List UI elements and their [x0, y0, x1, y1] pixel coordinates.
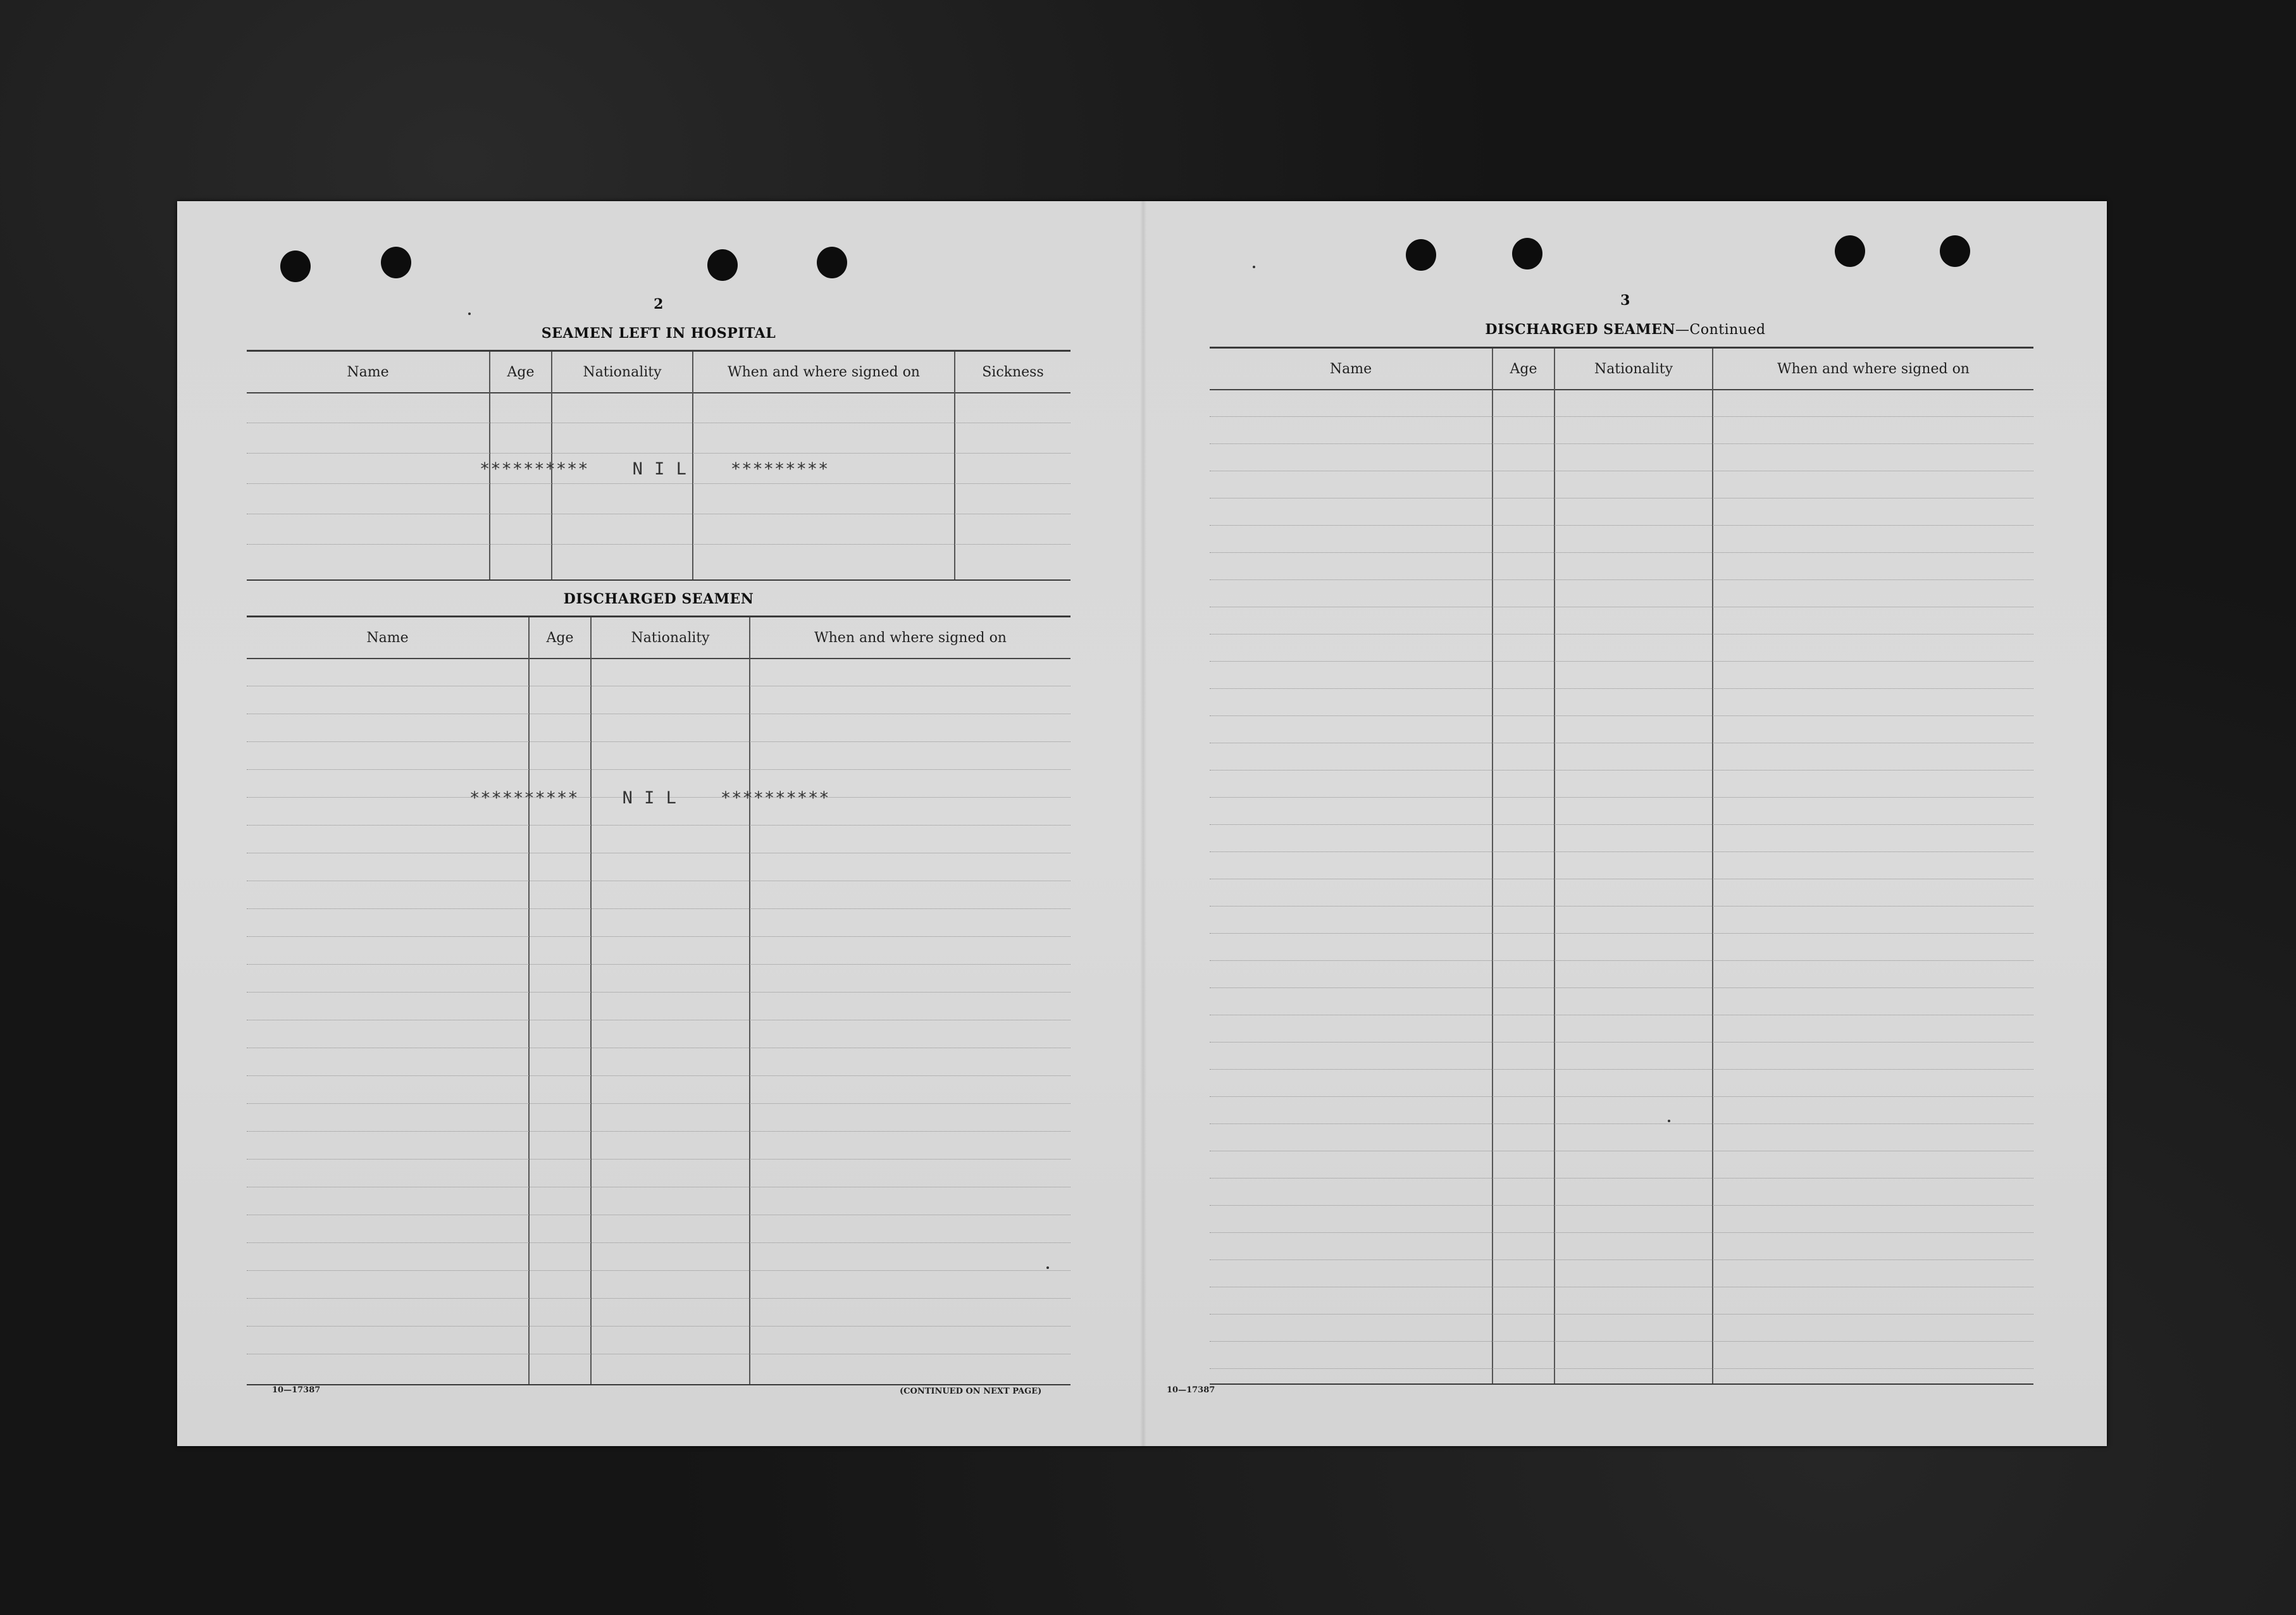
table-row — [247, 1326, 1070, 1327]
title-suffix: —Continued — [1675, 322, 1766, 338]
stars-left: ********** — [480, 459, 589, 479]
table-row — [247, 1131, 1070, 1132]
table-row — [247, 741, 1070, 742]
table-row — [1210, 1314, 2033, 1315]
right-page — [1144, 201, 2107, 1446]
stars-left: ********** — [469, 788, 579, 808]
table-row — [1210, 661, 2033, 662]
left-page — [177, 201, 1140, 1446]
table-row — [1210, 1042, 2033, 1043]
table-rows — [247, 658, 1070, 1384]
table-row — [247, 453, 1070, 454]
table-row — [247, 1103, 1070, 1104]
table-row — [1210, 443, 2033, 444]
form-code: 10—17387 — [1167, 1385, 1215, 1395]
table-row — [1210, 1259, 2033, 1260]
table-row — [1210, 552, 2033, 553]
table-row — [1210, 1205, 2033, 1206]
column-header-signed-on: When and where signed on — [814, 629, 1007, 646]
table-row — [247, 544, 1070, 545]
page-number: 2 — [654, 296, 664, 312]
table-row — [247, 908, 1070, 909]
stars-right: ********** — [720, 788, 830, 808]
table-row — [247, 1242, 1070, 1243]
discharged-section-title: DISCHARGED SEAMEN — [563, 591, 754, 607]
table-row — [1210, 906, 2033, 907]
table-row — [1210, 416, 2033, 417]
table-row — [1210, 525, 2033, 526]
column-header-sickness: Sickness — [982, 364, 1044, 380]
table-rows — [1210, 389, 2033, 1383]
table-row — [247, 825, 1070, 826]
page-number: 3 — [1620, 292, 1630, 309]
title-text: DISCHARGED SEAMEN — [1485, 321, 1676, 338]
table-row — [1210, 851, 2033, 852]
continued-note: (CONTINUED ON NEXT PAGE) — [900, 1387, 1042, 1396]
table-row — [1210, 1368, 2033, 1369]
table-row — [1210, 579, 2033, 580]
discharged-table — [247, 616, 1070, 1385]
column-header-nationality: Nationality — [583, 364, 662, 380]
nil-text: N I L — [622, 788, 677, 808]
table-rows — [247, 392, 1070, 579]
table-row — [247, 1298, 1070, 1299]
ledger-sheet — [177, 201, 2107, 1446]
table-row — [247, 769, 1070, 770]
table-header — [247, 352, 1070, 393]
column-header-name: Name — [366, 629, 409, 646]
table-row — [1210, 824, 2033, 825]
column-header-nationality: Nationality — [631, 629, 710, 646]
discharged-continued-title — [1144, 321, 2107, 338]
hospital-section-title: SEAMEN LEFT IN HOSPITAL — [541, 325, 776, 342]
table-row — [1210, 1069, 2033, 1070]
column-header-nationality: Nationality — [1594, 361, 1673, 377]
column-header-name: Name — [1329, 361, 1372, 377]
table-row — [247, 936, 1070, 937]
table-row — [1210, 715, 2033, 716]
table-row — [1210, 1096, 2033, 1097]
table-row — [247, 1075, 1070, 1076]
discharged-continued-table — [1210, 347, 2033, 1385]
column-header-signed-on: When and where signed on — [728, 364, 920, 380]
table-row — [1210, 1178, 2033, 1179]
column-header-name: Name — [347, 364, 389, 380]
column-header-age: Age — [546, 629, 574, 646]
table-row — [247, 964, 1070, 965]
table-row — [1210, 1341, 2033, 1342]
nil-text: N I L — [632, 459, 687, 479]
table-row — [247, 483, 1070, 484]
table-header — [1210, 349, 2033, 390]
table-row — [247, 992, 1070, 993]
form-code: 10—17387 — [272, 1385, 321, 1395]
table-row — [247, 1159, 1070, 1160]
table-row — [1210, 933, 2033, 934]
table-row — [1210, 987, 2033, 988]
hospital-nil-entry — [480, 459, 829, 479]
column-header-signed-on: When and where signed on — [1777, 361, 1970, 377]
table-row — [247, 1270, 1070, 1271]
table-header — [247, 617, 1070, 659]
table-row — [1210, 1232, 2033, 1233]
stars-right: ********* — [730, 459, 829, 479]
column-header-age: Age — [1510, 361, 1537, 377]
table-row — [1210, 797, 2033, 798]
table-row — [1210, 960, 2033, 961]
table-row — [1210, 1123, 2033, 1124]
column-header-age: Age — [507, 364, 535, 380]
discharged-nil-entry — [469, 788, 829, 808]
table-row — [1210, 688, 2033, 689]
